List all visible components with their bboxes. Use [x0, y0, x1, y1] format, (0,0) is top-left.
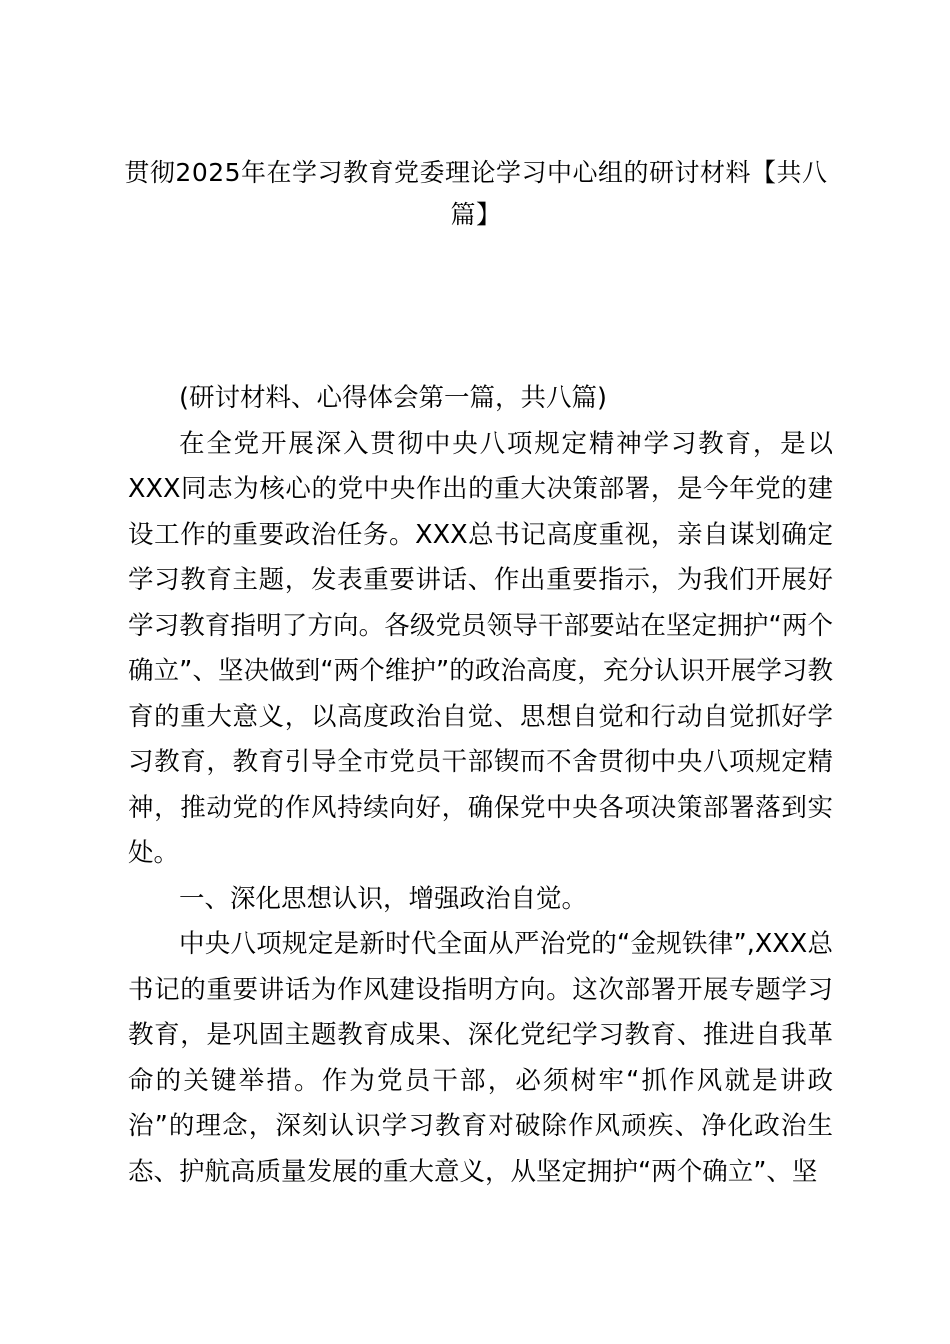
document-body	[128, 376, 833, 1195]
paragraph-subtitle: (研讨材料、心得体会第一篇，共八篇)	[179, 383, 607, 413]
paragraph-section-1: 中央八项规定是新时代全面从严治党的“金规铁律”,XXX总书记的重要讲话为作风建设指明方向。这次部署开展专题学习教育，是巩固主题教育成果、深化党纪学习教育、推进自我革命的关键举措。作为党员干部，必须树牢“抓作风就是讲政治”的理念，深刻认识学习教育对破除作风顽疾、净化政治生态、护航高质量发展的重大意义，从坚定拥护“两个确立”、坚	[128, 929, 833, 1187]
document-title: 贯彻2025年在学习教育党委理论学习中心组的研讨材料【共八篇】	[124, 158, 828, 229]
paragraph-intro: 在全党开展深入贯彻中央八项规定精神学习教育，是以XXX同志为核心的党中央作出的重大决策部署，是今年党的建设工作的重要政治任务。XXX总书记高度重视，亲自谋划确定学习教育主题，发表重要讲话、作出重要指示，为我们开展好学习教育指明了方向。各级党员领导干部要站在坚定拥护“两个确立”、坚决做到“两个维护”的政治高度，充分认识开展学习教育的重大意义，以高度政治自觉、思想自觉和行动自觉抓好学习教育，教育引导全市党员干部锲而不舍贯彻中央八项规定精神，推动党的作风持续向好，确保党中央各项决策部署落到实处。	[128, 428, 833, 868]
section-heading-1: 一、深化思想认识，增强政治自觉。	[179, 883, 588, 914]
